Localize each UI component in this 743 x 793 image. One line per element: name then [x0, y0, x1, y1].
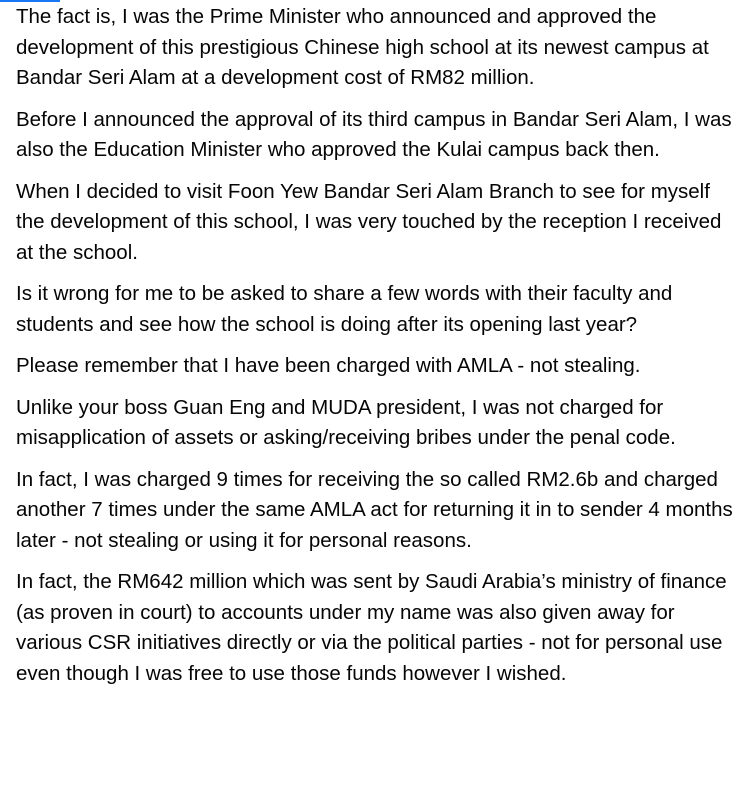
post-paragraph-1: The fact is, I was the Prime Minister who announced and approved the development of this prestigious Chinese high school at its newest campus at Bandar Seri Alam at a development cost of RM82 million.	[16, 5, 709, 89]
post-paragraph-5: Please remember that I have been charged with AMLA - not stealing.	[16, 354, 641, 377]
post-body	[16, 2, 738, 700]
post-paragraph-6: Unlike your boss Guan Eng and MUDA president, I was not charged for misapplication of assets or asking/receiving bribes under the penal code.	[16, 395, 676, 449]
post-paragraph-3: When I decided to visit Foon Yew Bandar Seri Alam Branch to see for myself the development of this school, I was very touched by the reception I received at the school.	[16, 179, 722, 264]
post-paragraph-7: In fact, I was charged 9 times for receiving the so called RM2.6b and charged another 7 times under the same AMLA act for returning it in to sender 4 months later - not stealing or using it for personal reasons.	[16, 467, 733, 552]
post-paragraph-8: In fact, the RM642 million which was sent by Saudi Arabia’s ministry of finance (as proven in court) to accounts under my name was also given away for various CSR initiatives directly or via the political parties - not for personal use even though I was free to use those funds however I wished.	[16, 570, 727, 685]
post-paragraph-2: Before I announced the approval of its third campus in Bandar Seri Alam, I was also the Education Minister who approved the Kulai campus back then.	[16, 107, 732, 161]
post-paragraph-4: Is it wrong for me to be asked to share a few words with their faculty and students and see how the school is doing after its opening last year?	[16, 282, 673, 336]
